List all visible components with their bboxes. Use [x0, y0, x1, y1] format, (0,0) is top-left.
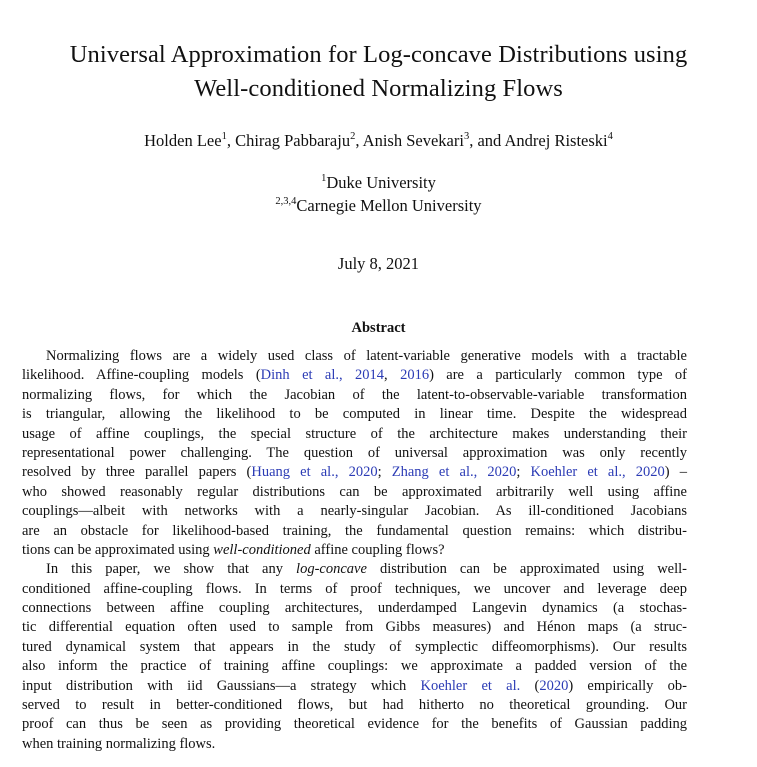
author-name: Anish Sevekari — [362, 131, 464, 150]
abstract-line: normalizing flows, for which the Jacobian of the latent-to-observable-variable transformation — [22, 386, 687, 403]
affiliation-name: Duke University — [326, 173, 436, 192]
citation-link[interactable]: Huang et al., 2020 — [251, 464, 378, 481]
author-separator: , — [226, 131, 236, 150]
affiliation-mark: 2,3,4 — [275, 196, 297, 207]
abstract-line: In this paper, we show that any log-concave distribution can be approximated using well- — [46, 561, 687, 578]
citation-separator: , — [384, 367, 401, 384]
author-separator: , — [355, 131, 363, 150]
abstract-line: resolved by three parallel papers (Huang et al., 2020; Zhang et al., 2020; Koehler et al., 2020) – — [22, 464, 687, 481]
abstract-body — [22, 347, 687, 754]
affiliation — [0, 172, 757, 194]
abstract-line: usage of affine couplings, the special structure of the architecture makes understanding their — [22, 425, 687, 442]
author-name: Andrej Risteski — [504, 131, 608, 150]
citation-link[interactable]: 2020 — [539, 677, 569, 694]
author-mark: 1 — [221, 131, 227, 142]
title-line-1: Universal Approximation for Log-concave Distributions using — [69, 41, 688, 68]
title-line-2: Well-conditioned Normalizing Flows — [194, 75, 563, 102]
abstract-line: input distribution with iid Gaussians—a strategy which Koehler et al. (2020) empirically ob- — [22, 677, 687, 694]
abstract-line: who showed reasonably regular distributions can be approximated arbitrarily well using affine — [22, 483, 687, 500]
citation-link[interactable]: Koehler et al., 2020 — [530, 464, 665, 481]
abstract-line: also inform the practice of training affine couplings: we approximate a padded version of the — [22, 658, 687, 675]
author-mark: 4 — [607, 131, 613, 142]
abstract-line: tured dynamical system that appears in the study of symplectic diffeomorphisms). Our results — [22, 638, 687, 655]
abstract-line: proof can thus be seen as providing theoretical evidence for the benefits of Gaussian padding — [22, 716, 687, 733]
abstract-line: Normalizing flows are a widely used class of latent-variable generative models with a tractable — [46, 348, 687, 364]
paper-date: July 8, 2021 — [337, 254, 420, 273]
abstract-line: couplings—albeit with networks with a nearly-singular Jacobian. As ill-conditioned Jacobians — [22, 503, 687, 520]
emphasis-text: log-concave — [296, 561, 367, 578]
abstract-line: tic differential equation often used to sample from Gibbs measures) and Hénon maps (a struc- — [22, 619, 687, 636]
citation-link[interactable]: Koehler et al. — [420, 677, 521, 694]
author-mark: 3 — [463, 131, 470, 142]
author-name: Holden Lee — [144, 131, 222, 150]
citation-link[interactable]: Dinh et al., — [260, 367, 356, 384]
abstract-line: tions can be approximated using well-conditioned affine coupling flows? — [22, 541, 445, 558]
affiliation — [0, 195, 757, 217]
affiliation-name: Carnegie Mellon University — [296, 196, 482, 215]
emphasis-text: well-conditioned — [213, 541, 311, 558]
author-name: Chirag Pabbaraju — [235, 131, 351, 150]
citation-link[interactable]: Zhang et al., 2020 — [391, 464, 517, 481]
affiliation-mark: 1 — [321, 173, 327, 184]
paper-title — [0, 38, 757, 106]
abstract-line: are an obstacle for likelihood-based training, the fundamental question remains: which distribu- — [22, 522, 687, 539]
author-separator: , and — [469, 131, 505, 150]
abstract-line: conditioned affine-coupling flows. In terms of proof techniques, we uncover and leverage deep — [22, 580, 687, 597]
citation-link[interactable]: 2016 — [400, 367, 430, 384]
abstract-line: when training normalizing flows. — [22, 735, 216, 752]
citation-link[interactable]: 2014 — [355, 367, 385, 384]
abstract-heading: Abstract — [351, 320, 406, 336]
abstract-line: representational power challenging. The question of universal approximation was only recently — [22, 444, 687, 461]
abstract-line: served to result in better-conditioned flows, but had hitherto no theoretical grounding. Our — [22, 697, 687, 714]
author-list — [0, 130, 757, 152]
abstract-line: is triangular, allowing the likelihood to be computed in linear time. Despite the widespread — [22, 406, 687, 423]
author-mark: 2 — [350, 131, 356, 142]
abstract-line: connections between affine coupling architectures, underdamped Langevin dynamics (a stochas- — [22, 600, 687, 617]
abstract-line: likelihood. Affine-coupling models (Dinh et al., 2014, 2016) are a particularly common type of — [22, 367, 687, 384]
